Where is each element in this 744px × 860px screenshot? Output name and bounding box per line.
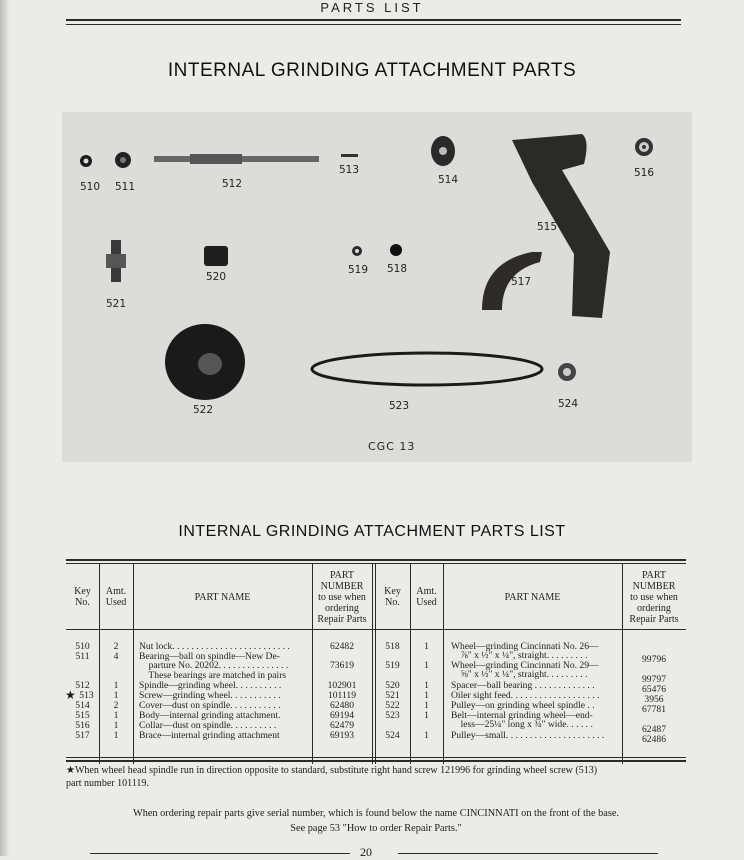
footer-rule-left: [90, 853, 350, 854]
left-row-key: 510: [75, 641, 90, 652]
right-row-amt: 1: [424, 641, 429, 652]
right-row-key: 519: [385, 660, 400, 671]
left-row-number: 62480: [330, 700, 354, 711]
right-row-name: Spacer—ball bearing . . . . . . . . . . . . .: [451, 680, 595, 691]
left-row-number: 62482: [330, 641, 354, 652]
left-row-amt: 2: [113, 700, 119, 711]
header-number-left: PART NUMBER to use when ordering Repair Parts: [317, 570, 367, 625]
parts-table: [66, 562, 686, 764]
section-header: PARTS LIST: [320, 0, 424, 15]
right-row-key: 522: [385, 700, 400, 711]
callout-515: 515: [537, 221, 558, 233]
left-row-amt: 1: [113, 690, 119, 701]
callout-520: 520: [206, 271, 227, 283]
header-bottom-rule: [66, 629, 686, 630]
left-row-name: Bearing—ball on spindle—New De- parture No. 20202. . . . . . . . . . . . . . . These bearings are matched in pairs: [139, 651, 289, 681]
header-amt-left: Amt. Used: [105, 586, 127, 608]
callout-512: 512: [222, 178, 243, 190]
left-row-amt: 1: [113, 720, 119, 731]
right-part-number: 67781: [642, 704, 666, 715]
left-row-key: 514: [75, 700, 90, 711]
table-bottom-rule-thick: [66, 760, 686, 762]
left-row-amt: 1: [113, 710, 119, 721]
left-row-amt: 4: [113, 651, 119, 662]
right-row-key: 520: [385, 680, 400, 691]
left-row-key: 512: [75, 680, 90, 691]
left-row-amt: 1: [113, 730, 119, 741]
photo-caption: CGC 13: [368, 440, 416, 453]
right-part-number: 99797: [642, 674, 666, 685]
page-number: 20: [360, 845, 372, 859]
right-row-key: 523: [385, 710, 400, 721]
page-edge-shadow: [0, 0, 10, 856]
left-row-number: 73619: [330, 660, 354, 671]
header-name-right: PART NAME: [504, 592, 561, 603]
callout-510: 510: [80, 181, 101, 193]
right-part-number: 62486: [642, 734, 666, 745]
header-name-left: PART NAME: [194, 592, 251, 603]
callout-524: 524: [558, 398, 579, 410]
callout-523: 523: [389, 400, 410, 412]
callout-513: 513: [339, 164, 360, 176]
left-row-name: Spindle—grinding wheel. . . . . . . . . .: [139, 680, 282, 691]
left-row-name: Nut lock. . . . . . . . . . . . . . . . . . . . . . . . .: [139, 641, 290, 652]
left-row-key: 517: [75, 730, 90, 741]
right-part-number: 62487: [642, 724, 666, 735]
callout-519: 519: [348, 264, 369, 276]
left-row-name: Collar—dust on spindle. . . . . . . . . .: [139, 720, 277, 731]
footnote: ★When wheel head spindle run in direction opposite to standard, substitute right hand screw 121996 for grinding wheel screw (513) part number 101119.: [66, 765, 598, 789]
right-row-key: 521: [385, 690, 400, 701]
table-top-rule: [66, 559, 686, 561]
right-part-number: 99796: [642, 654, 666, 665]
right-row-amt: 1: [424, 680, 429, 691]
callout-514: 514: [438, 174, 459, 186]
callout-518: 518: [387, 263, 408, 275]
header-amt-right: Amt. Used: [416, 586, 437, 608]
page-title: INTERNAL GRINDING ATTACHMENT PARTS: [167, 60, 577, 81]
left-row-amt: 1: [113, 680, 119, 691]
right-row-name: Pulley—on grinding wheel spindle . .: [451, 700, 595, 711]
right-row-name: Oiler sight feed. . . . . . . . . . . . . . . . . . .: [451, 690, 600, 701]
right-row-key: 524: [385, 730, 400, 741]
table-bottom-rule: [66, 757, 686, 758]
right-row-name: Wheel—grinding Cincinnati No. 26— ⅞" x ½" x ¼", straight. . . . . . . . .: [451, 641, 599, 662]
header-rule: [66, 19, 681, 21]
callout-521: 521: [106, 298, 127, 310]
right-row-amt: 1: [424, 710, 429, 721]
right-part-number: 3956: [644, 694, 664, 705]
left-row-key: 513: [79, 690, 94, 701]
left-row-number: 69193: [330, 730, 354, 741]
left-row-name: Cover—dust on spindle. . . . . . . . . . .: [139, 700, 281, 711]
right-row-name: Pulley—small. . . . . . . . . . . . . . . . . . . . .: [451, 730, 605, 741]
parts-illustration: [62, 112, 692, 462]
callout-522: 522: [193, 404, 214, 416]
right-row-amt: 1: [424, 730, 429, 741]
ordering-note-line2: See page 53 "How to order Repair Parts.": [290, 823, 462, 834]
col-divider: [372, 564, 373, 764]
header-rule-thin: [66, 24, 681, 25]
left-row-number: 62479: [330, 720, 354, 731]
header-key-left: Key No.: [74, 586, 91, 608]
right-row-name: Belt—internal grinding wheel—end- less—25¼" long x ¾" wide. . . . . .: [451, 710, 593, 731]
left-row-name: Screw—grinding wheel. . . . . . . . . . .: [139, 690, 281, 701]
left-row-number: 102901: [327, 680, 357, 691]
right-part-number: 65476: [642, 684, 666, 695]
header-key-right: Key No.: [384, 586, 401, 608]
left-row-name: Body—internal grinding attachment.: [139, 710, 281, 721]
left-row-key: 515: [75, 710, 90, 721]
left-row-amt: 2: [113, 641, 119, 652]
right-row-name: Wheel—grinding Cincinnati No. 29— ⅝" x ½" x ¼", straight. . . . . . . . .: [451, 660, 599, 681]
left-row-key: 511: [75, 651, 90, 662]
right-row-amt: 1: [424, 660, 429, 671]
star-marker: ★: [65, 688, 76, 702]
right-row-amt: 1: [424, 690, 429, 701]
callout-511: 511: [115, 181, 136, 193]
callout-516: 516: [634, 167, 655, 179]
left-row-key: 516: [75, 720, 90, 731]
footer-rule-right: [398, 853, 658, 854]
left-row-number: 101119: [327, 690, 357, 701]
header-number-right: PART NUMBER to use when ordering Repair Parts: [629, 570, 679, 625]
right-row-amt: 1: [424, 700, 429, 711]
left-row-number: 69194: [330, 710, 354, 721]
parts-list-title: INTERNAL GRINDING ATTACHMENT PARTS LIST: [178, 523, 566, 540]
ordering-note-line1: When ordering repair parts give serial number, which is found below the name CINCINNATI on the front of the base.: [133, 808, 619, 819]
right-row-key: 518: [385, 641, 400, 652]
left-row-name: Brace—internal grinding attachment: [139, 730, 280, 741]
callout-517: 517: [511, 276, 532, 288]
parts-photograph: [62, 112, 692, 462]
